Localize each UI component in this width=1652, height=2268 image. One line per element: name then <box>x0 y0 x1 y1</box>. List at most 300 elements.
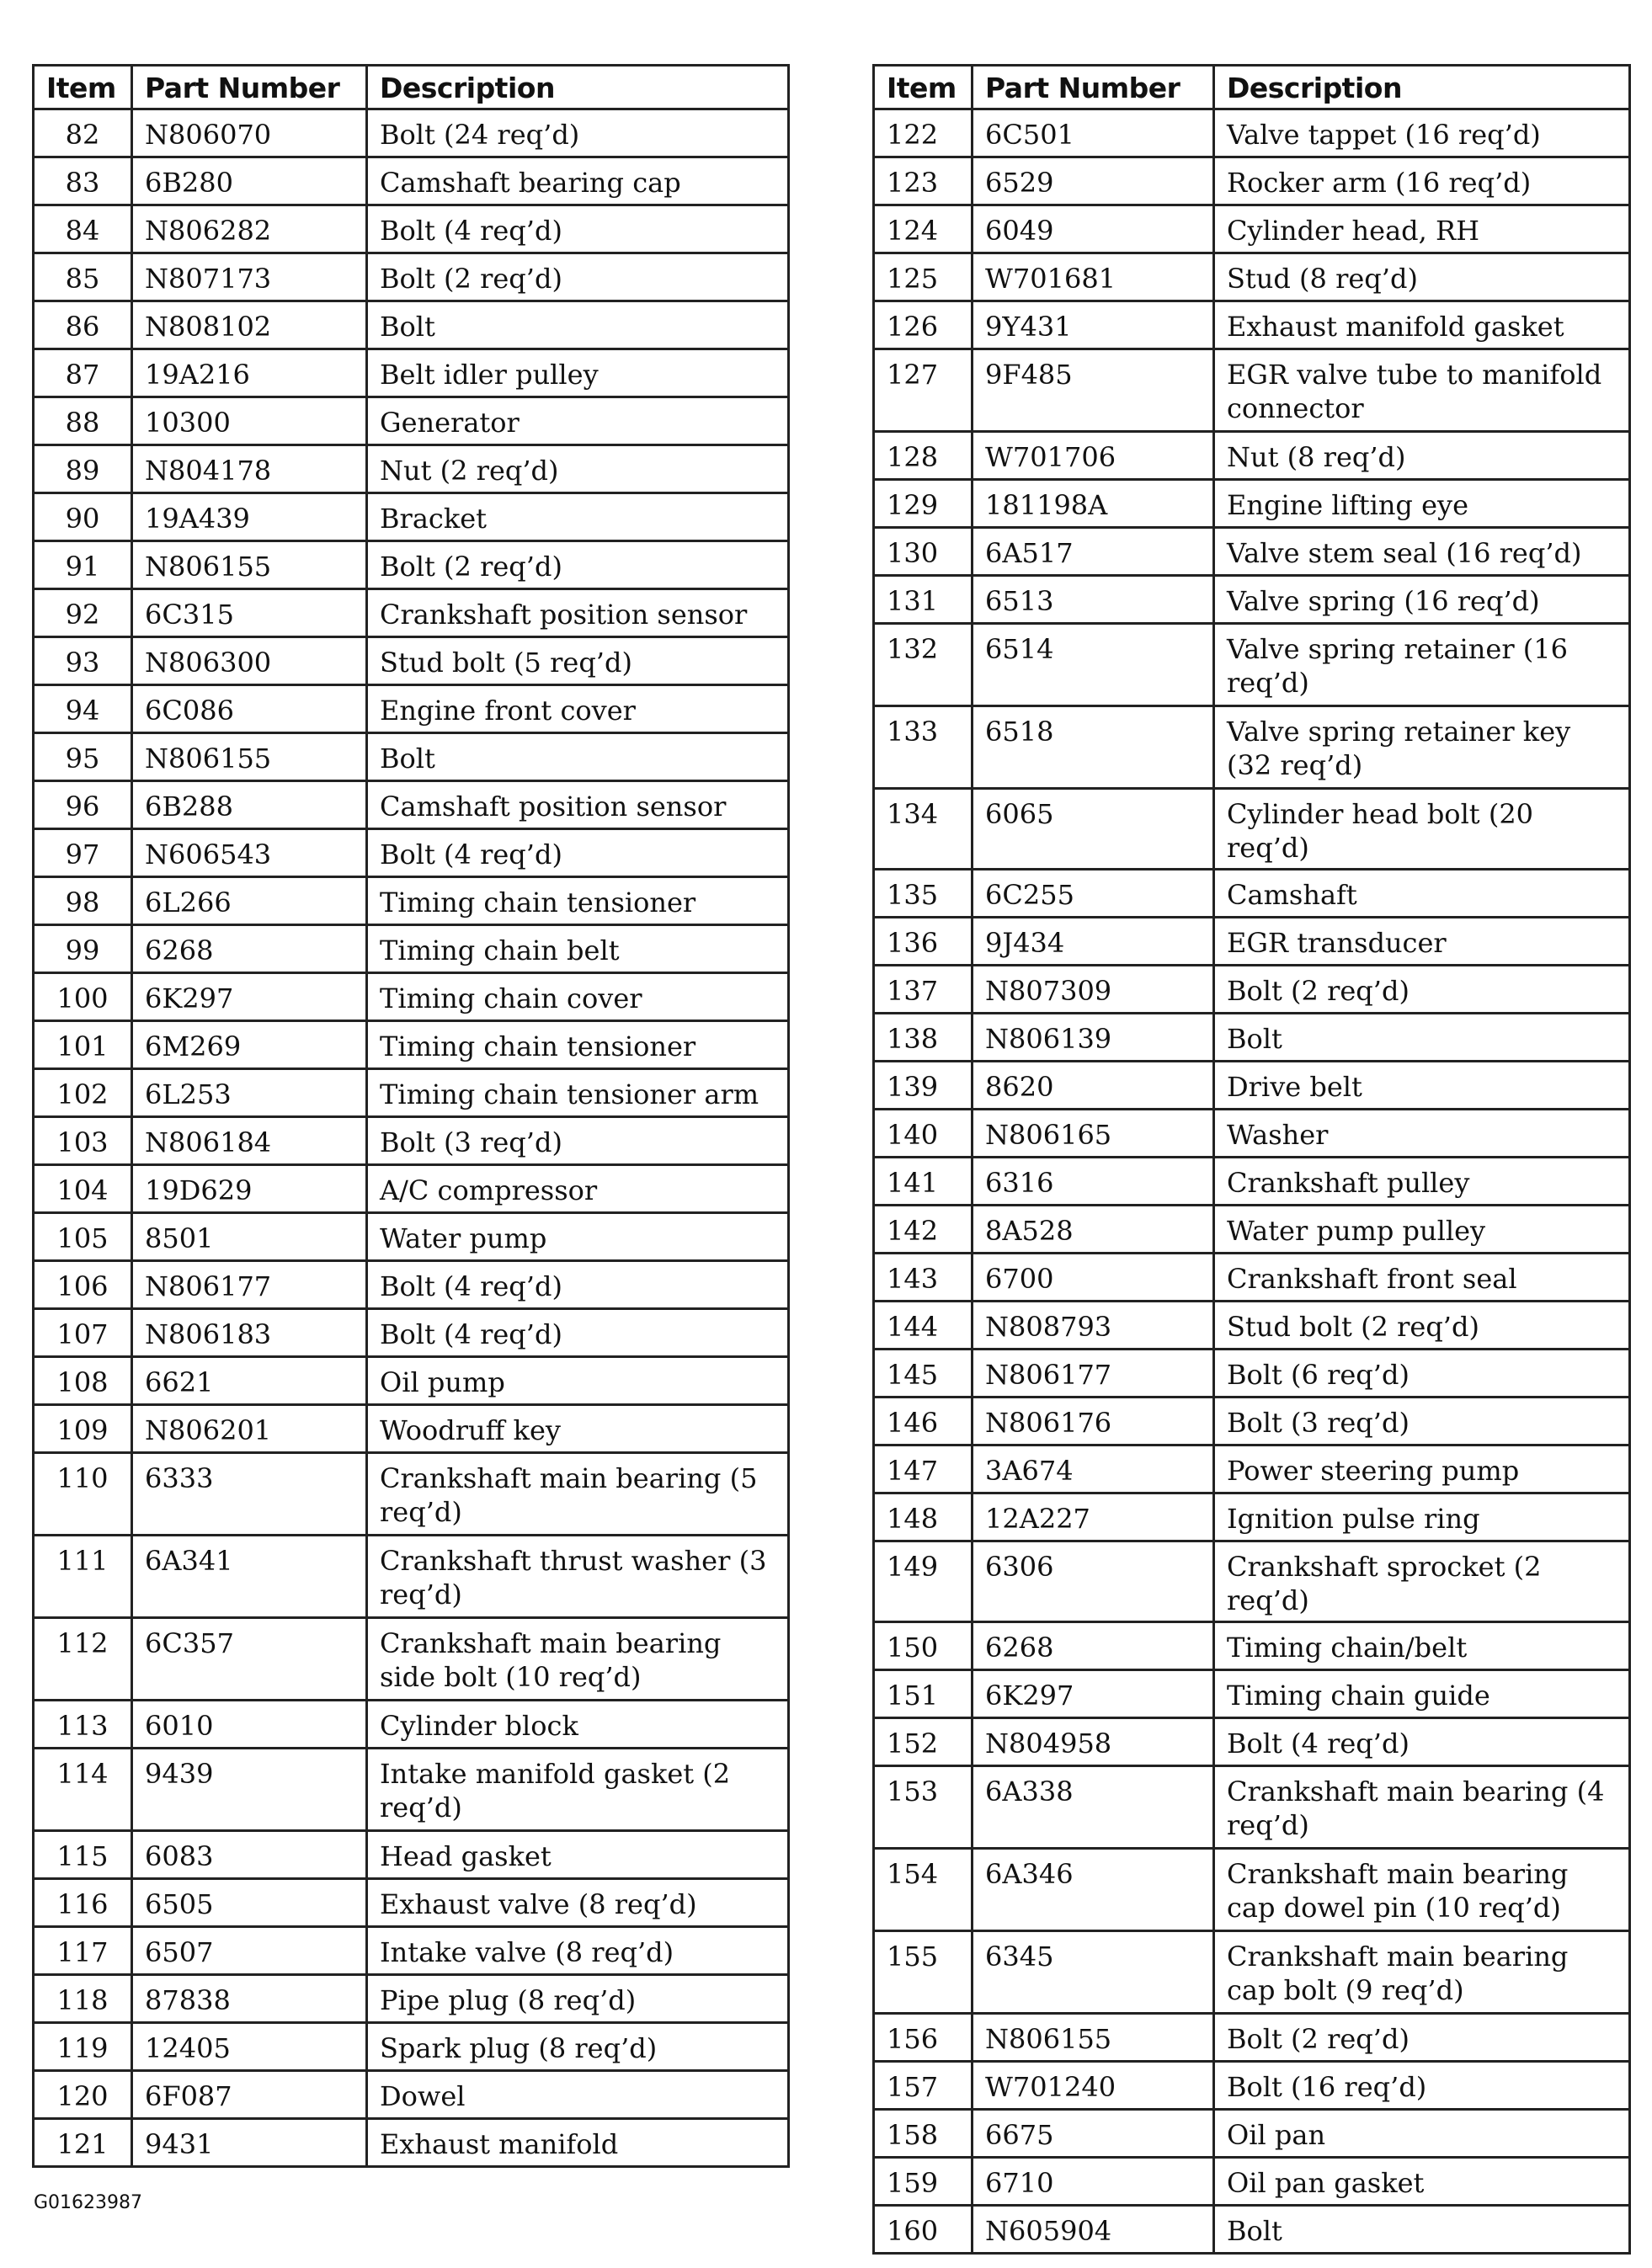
part-number-cell: 6518 <box>973 706 1214 789</box>
item-cell: 157 <box>874 2062 973 2110</box>
part-number-cell: 6514 <box>973 624 1214 706</box>
part-number-cell: 6345 <box>973 1931 1214 2014</box>
part-number-cell: 6C315 <box>132 589 367 637</box>
description-cell: Stud bolt (5 req’d) <box>367 637 789 685</box>
description-cell: Bolt (4 req’d) <box>367 1309 789 1357</box>
table-row <box>34 1975 789 2023</box>
item-cell: 130 <box>874 528 973 576</box>
description-cell: Bolt (2 req’d) <box>367 253 789 301</box>
part-number-cell: 12405 <box>132 2023 367 2071</box>
description-cell: Bolt (2 req’d) <box>1214 966 1630 1014</box>
description-cell: Intake manifold gasket (2 req’d) <box>367 1749 789 1831</box>
table-row <box>34 493 789 541</box>
item-cell: 107 <box>34 1309 132 1357</box>
part-number-cell: W701240 <box>973 2062 1214 2110</box>
description-cell: Bolt (2 req’d) <box>1214 2014 1630 2062</box>
part-number-cell: N806300 <box>132 637 367 685</box>
table-row <box>34 253 789 301</box>
part-number-cell: N806282 <box>132 205 367 253</box>
part-number-cell: W701681 <box>973 253 1214 301</box>
part-number-cell: 6529 <box>973 157 1214 205</box>
table-row <box>34 637 789 685</box>
item-cell: 89 <box>34 445 132 493</box>
part-number-cell: 8501 <box>132 1213 367 1261</box>
table-row <box>874 789 1630 870</box>
part-number-cell: 9Y431 <box>973 301 1214 349</box>
item-cell: 152 <box>874 1718 973 1766</box>
table-row <box>34 1749 789 1831</box>
part-number-cell: 9J434 <box>973 918 1214 966</box>
description-cell: Engine lifting eye <box>1214 480 1630 528</box>
item-cell: 84 <box>34 205 132 253</box>
part-number-cell: 6083 <box>132 1831 367 1879</box>
description-cell: Crankshaft position sensor <box>367 589 789 637</box>
item-cell: 144 <box>874 1302 973 1350</box>
part-number-cell: 19A216 <box>132 349 367 397</box>
part-number-cell: 6065 <box>973 789 1214 870</box>
table-row <box>34 1021 789 1069</box>
description-cell: Woodruff key <box>367 1405 789 1453</box>
item-cell: 135 <box>874 870 973 918</box>
item-cell: 82 <box>34 109 132 157</box>
description-cell: Crankshaft main bearing side bolt (10 req’d) <box>367 1618 789 1701</box>
description-cell: Valve tappet (16 req’d) <box>1214 109 1630 157</box>
description-cell: Bolt <box>367 301 789 349</box>
table-row <box>874 1398 1630 1445</box>
description-cell: Camshaft bearing cap <box>367 157 789 205</box>
item-cell: 156 <box>874 2014 973 2062</box>
part-number-cell: 8A528 <box>973 1206 1214 1254</box>
table-row <box>34 109 789 157</box>
part-number-cell: N806177 <box>132 1261 367 1309</box>
part-number-cell: 6L266 <box>132 877 367 925</box>
item-cell: 158 <box>874 2110 973 2158</box>
item-cell: 148 <box>874 1493 973 1541</box>
table-row <box>874 1206 1630 1254</box>
item-cell: 87 <box>34 349 132 397</box>
item-cell: 143 <box>874 1254 973 1302</box>
description-cell: Bolt (2 req’d) <box>367 541 789 589</box>
table-row <box>874 1302 1630 1350</box>
table-row <box>34 301 789 349</box>
description-cell: Belt idler pulley <box>367 349 789 397</box>
item-cell: 129 <box>874 480 973 528</box>
part-number-cell: 6507 <box>132 1927 367 1975</box>
table-row <box>34 205 789 253</box>
item-cell: 83 <box>34 157 132 205</box>
description-cell: Stud (8 req’d) <box>1214 253 1630 301</box>
description-cell: Valve spring retainer (16 req’d) <box>1214 624 1630 706</box>
item-header: Item <box>874 66 973 109</box>
description-cell: Bolt (24 req’d) <box>367 109 789 157</box>
item-cell: 159 <box>874 2158 973 2206</box>
table-row <box>34 1831 789 1879</box>
item-cell: 151 <box>874 1670 973 1718</box>
part-number-cell: N806155 <box>132 541 367 589</box>
part-number-cell: 6K297 <box>132 973 367 1021</box>
part-number-cell: 6A341 <box>132 1536 367 1618</box>
description-cell: Timing chain tensioner <box>367 877 789 925</box>
description-cell: Bolt <box>367 733 789 781</box>
item-cell: 141 <box>874 1158 973 1206</box>
item-cell: 150 <box>874 1622 973 1670</box>
table-row <box>34 1213 789 1261</box>
description-cell: Bolt (3 req’d) <box>367 1117 789 1165</box>
part-number-cell: N605904 <box>973 2206 1214 2254</box>
description-cell: Timing chain tensioner <box>367 1021 789 1069</box>
part-number-cell: 6A346 <box>973 1849 1214 1931</box>
item-cell: 90 <box>34 493 132 541</box>
part-number-cell: N806176 <box>973 1398 1214 1445</box>
description-cell: A/C compressor <box>367 1165 789 1213</box>
part-number-cell: 6M269 <box>132 1021 367 1069</box>
table-row <box>34 445 789 493</box>
part-number-cell: 9431 <box>132 2119 367 2167</box>
table-row <box>874 706 1630 789</box>
table-row <box>874 2062 1630 2110</box>
description-cell: Crankshaft main bearing cap dowel pin (10 req’d) <box>1214 1849 1630 1931</box>
description-cell: Timing chain tensioner arm <box>367 1069 789 1117</box>
table-row <box>874 1718 1630 1766</box>
part-number-cell: 12A227 <box>973 1493 1214 1541</box>
table-row <box>34 1927 789 1975</box>
item-cell: 122 <box>874 109 973 157</box>
table-row <box>34 1618 789 1701</box>
part-number-cell: 6268 <box>132 925 367 973</box>
item-cell: 137 <box>874 966 973 1014</box>
table-row <box>34 685 789 733</box>
item-cell: 113 <box>34 1701 132 1749</box>
part-number-cell: N806165 <box>973 1110 1214 1158</box>
part-number-cell: N807309 <box>973 966 1214 1014</box>
part-number-cell: N806155 <box>132 733 367 781</box>
part-number-cell: 6621 <box>132 1357 367 1405</box>
part-number-cell: 6049 <box>973 205 1214 253</box>
part-number-cell: 6C357 <box>132 1618 367 1701</box>
description-cell: Camshaft <box>1214 870 1630 918</box>
table-row <box>874 157 1630 205</box>
description-cell: Crankshaft sprocket (2 req’d) <box>1214 1541 1630 1622</box>
item-cell: 99 <box>34 925 132 973</box>
part-number-cell: 6316 <box>973 1158 1214 1206</box>
item-cell: 93 <box>34 637 132 685</box>
part-number-cell: 9439 <box>132 1749 367 1831</box>
item-cell: 123 <box>874 157 973 205</box>
table-row <box>34 1879 789 1927</box>
table-row <box>874 1670 1630 1718</box>
item-cell: 121 <box>34 2119 132 2167</box>
part-number-cell: N806183 <box>132 1309 367 1357</box>
part-number-cell: 10300 <box>132 397 367 445</box>
part-number-cell: 6268 <box>973 1622 1214 1670</box>
part-number-header: Part Number <box>132 66 367 109</box>
table-row <box>874 1110 1630 1158</box>
part-number-cell: 181198A <box>973 480 1214 528</box>
table-row <box>34 1453 789 1536</box>
table-row <box>34 1069 789 1117</box>
item-cell: 109 <box>34 1405 132 1453</box>
table-row <box>34 1309 789 1357</box>
description-cell: Timing chain cover <box>367 973 789 1021</box>
table-row <box>34 1405 789 1453</box>
item-cell: 95 <box>34 733 132 781</box>
parts-table-right <box>872 64 1631 2255</box>
description-cell: Bolt (4 req’d) <box>367 1261 789 1309</box>
item-cell: 103 <box>34 1117 132 1165</box>
table-row <box>874 1766 1630 1849</box>
table-row <box>34 1357 789 1405</box>
item-cell: 145 <box>874 1350 973 1398</box>
table-row <box>874 2206 1630 2254</box>
table-row <box>874 301 1630 349</box>
part-number-cell: 6L253 <box>132 1069 367 1117</box>
table-row <box>874 2110 1630 2158</box>
description-cell: Bolt (4 req’d) <box>1214 1718 1630 1766</box>
table-row <box>874 1541 1630 1622</box>
item-cell: 118 <box>34 1975 132 2023</box>
item-cell: 125 <box>874 253 973 301</box>
part-number-cell: 6010 <box>132 1701 367 1749</box>
description-cell: Oil pan gasket <box>1214 2158 1630 2206</box>
part-number-cell: N806177 <box>973 1350 1214 1398</box>
part-number-cell: 6700 <box>973 1254 1214 1302</box>
item-cell: 128 <box>874 432 973 480</box>
description-cell: Engine front cover <box>367 685 789 733</box>
description-cell: Cylinder head, RH <box>1214 205 1630 253</box>
description-cell: Bolt (4 req’d) <box>367 829 789 877</box>
table-row <box>874 205 1630 253</box>
description-cell: Rocker arm (16 req’d) <box>1214 157 1630 205</box>
part-number-cell: N808793 <box>973 1302 1214 1350</box>
description-cell: Camshaft position sensor <box>367 781 789 829</box>
part-number-cell: 6A517 <box>973 528 1214 576</box>
part-number-cell: N806155 <box>973 2014 1214 2062</box>
table-row <box>874 349 1630 432</box>
description-cell: Crankshaft main bearing cap bolt (9 req’d) <box>1214 1931 1630 2014</box>
description-cell: Nut (2 req’d) <box>367 445 789 493</box>
item-cell: 131 <box>874 576 973 624</box>
part-number-cell: 6C086 <box>132 685 367 733</box>
part-number-cell: N804958 <box>973 1718 1214 1766</box>
part-number-cell: N806184 <box>132 1117 367 1165</box>
description-cell: Oil pump <box>367 1357 789 1405</box>
description-cell: Pipe plug (8 req’d) <box>367 1975 789 2023</box>
item-cell: 146 <box>874 1398 973 1445</box>
table-row <box>34 2119 789 2167</box>
item-cell: 136 <box>874 918 973 966</box>
item-cell: 108 <box>34 1357 132 1405</box>
table-row <box>34 541 789 589</box>
item-cell: 160 <box>874 2206 973 2254</box>
table-row <box>874 1849 1630 1931</box>
description-cell: Stud bolt (2 req’d) <box>1214 1302 1630 1350</box>
table-row <box>874 1062 1630 1110</box>
item-cell: 97 <box>34 829 132 877</box>
item-cell: 119 <box>34 2023 132 2071</box>
description-cell: Dowel <box>367 2071 789 2119</box>
description-cell: Generator <box>367 397 789 445</box>
part-number-cell: 19A439 <box>132 493 367 541</box>
table-row <box>34 2023 789 2071</box>
table-row <box>874 2014 1630 2062</box>
table-row <box>34 733 789 781</box>
table-row <box>874 870 1630 918</box>
part-number-cell: 6B288 <box>132 781 367 829</box>
part-number-cell: W701706 <box>973 432 1214 480</box>
item-cell: 110 <box>34 1453 132 1536</box>
part-number-cell: N804178 <box>132 445 367 493</box>
item-cell: 120 <box>34 2071 132 2119</box>
item-cell: 114 <box>34 1749 132 1831</box>
table-row <box>34 781 789 829</box>
figure-code: G01623987 <box>34 2192 143 2213</box>
description-cell: Crankshaft front seal <box>1214 1254 1630 1302</box>
item-cell: 127 <box>874 349 973 432</box>
item-cell: 138 <box>874 1014 973 1062</box>
part-number-header: Part Number <box>973 66 1214 109</box>
item-cell: 111 <box>34 1536 132 1618</box>
part-number-cell: 6333 <box>132 1453 367 1536</box>
description-cell: Washer <box>1214 1110 1630 1158</box>
item-cell: 117 <box>34 1927 132 1975</box>
table-row <box>34 2071 789 2119</box>
description-cell: Exhaust manifold <box>367 2119 789 2167</box>
item-cell: 149 <box>874 1541 973 1622</box>
description-cell: Timing chain guide <box>1214 1670 1630 1718</box>
item-cell: 126 <box>874 301 973 349</box>
item-cell: 96 <box>34 781 132 829</box>
table-row <box>34 157 789 205</box>
item-cell: 100 <box>34 973 132 1021</box>
table-row <box>874 480 1630 528</box>
part-number-cell: N807173 <box>132 253 367 301</box>
table-row <box>34 877 789 925</box>
item-cell: 153 <box>874 1766 973 1849</box>
parts-table-left <box>32 64 790 2168</box>
table-row <box>874 1350 1630 1398</box>
description-cell: Water pump pulley <box>1214 1206 1630 1254</box>
table-row <box>874 432 1630 480</box>
table-row <box>34 973 789 1021</box>
item-cell: 116 <box>34 1879 132 1927</box>
item-cell: 139 <box>874 1062 973 1110</box>
description-cell: Bolt (6 req’d) <box>1214 1350 1630 1398</box>
item-cell: 155 <box>874 1931 973 2014</box>
table-row <box>34 829 789 877</box>
description-cell: Bolt <box>1214 2206 1630 2254</box>
item-cell: 105 <box>34 1213 132 1261</box>
item-cell: 86 <box>34 301 132 349</box>
part-number-cell: 8620 <box>973 1062 1214 1110</box>
description-cell: Bolt (4 req’d) <box>367 205 789 253</box>
description-cell: Valve spring retainer key (32 req’d) <box>1214 706 1630 789</box>
item-cell: 104 <box>34 1165 132 1213</box>
table-row <box>874 2158 1630 2206</box>
table-row <box>874 109 1630 157</box>
item-cell: 132 <box>874 624 973 706</box>
table-row <box>34 349 789 397</box>
description-cell: Crankshaft thrust washer (3 req’d) <box>367 1536 789 1618</box>
header-row <box>34 66 789 109</box>
item-cell: 91 <box>34 541 132 589</box>
item-cell: 85 <box>34 253 132 301</box>
item-cell: 134 <box>874 789 973 870</box>
item-cell: 112 <box>34 1618 132 1701</box>
part-number-cell: N806139 <box>973 1014 1214 1062</box>
table-row <box>874 1622 1630 1670</box>
table-row <box>34 1117 789 1165</box>
table-row <box>874 576 1630 624</box>
part-number-cell: 6710 <box>973 2158 1214 2206</box>
table-row <box>874 253 1630 301</box>
description-cell: Crankshaft main bearing (4 req’d) <box>1214 1766 1630 1849</box>
description-cell: Exhaust valve (8 req’d) <box>367 1879 789 1927</box>
item-cell: 142 <box>874 1206 973 1254</box>
part-number-cell: 6C255 <box>973 870 1214 918</box>
description-cell: Bolt <box>1214 1014 1630 1062</box>
item-cell: 147 <box>874 1445 973 1493</box>
description-cell: Nut (8 req’d) <box>1214 432 1630 480</box>
part-number-cell: N806070 <box>132 109 367 157</box>
item-cell: 94 <box>34 685 132 733</box>
description-cell: Spark plug (8 req’d) <box>367 2023 789 2071</box>
part-number-cell: N808102 <box>132 301 367 349</box>
table-row <box>874 528 1630 576</box>
description-header: Description <box>367 66 789 109</box>
part-number-cell: N806201 <box>132 1405 367 1453</box>
part-number-cell: 6675 <box>973 2110 1214 2158</box>
part-number-cell: 6K297 <box>973 1670 1214 1718</box>
item-cell: 102 <box>34 1069 132 1117</box>
item-cell: 140 <box>874 1110 973 1158</box>
description-cell: Bracket <box>367 493 789 541</box>
description-cell: Drive belt <box>1214 1062 1630 1110</box>
table-row <box>874 1445 1630 1493</box>
item-cell: 133 <box>874 706 973 789</box>
table-row <box>874 1254 1630 1302</box>
description-cell: Cylinder head bolt (20 req’d) <box>1214 789 1630 870</box>
table-row <box>34 397 789 445</box>
part-number-cell: 19D629 <box>132 1165 367 1213</box>
table-row <box>874 1931 1630 2014</box>
description-cell: Timing chain/belt <box>1214 1622 1630 1670</box>
part-number-cell: 6F087 <box>132 2071 367 2119</box>
description-cell: Timing chain belt <box>367 925 789 973</box>
description-cell: Water pump <box>367 1213 789 1261</box>
description-cell: Head gasket <box>367 1831 789 1879</box>
part-number-cell: N606543 <box>132 829 367 877</box>
table-row <box>874 966 1630 1014</box>
table-row <box>34 925 789 973</box>
part-number-cell: 6306 <box>973 1541 1214 1622</box>
item-cell: 115 <box>34 1831 132 1879</box>
item-cell: 98 <box>34 877 132 925</box>
table-row <box>874 1493 1630 1541</box>
part-number-cell: 6C501 <box>973 109 1214 157</box>
part-number-cell: 6513 <box>973 576 1214 624</box>
item-cell: 154 <box>874 1849 973 1931</box>
table-row <box>34 1261 789 1309</box>
description-cell: Cylinder block <box>367 1701 789 1749</box>
description-cell: Bolt (16 req’d) <box>1214 2062 1630 2110</box>
description-cell: Power steering pump <box>1214 1445 1630 1493</box>
item-header: Item <box>34 66 132 109</box>
description-cell: Oil pan <box>1214 2110 1630 2158</box>
item-cell: 106 <box>34 1261 132 1309</box>
table-row <box>874 1158 1630 1206</box>
description-cell: Crankshaft pulley <box>1214 1158 1630 1206</box>
description-cell: Crankshaft main bearing (5 req’d) <box>367 1453 789 1536</box>
